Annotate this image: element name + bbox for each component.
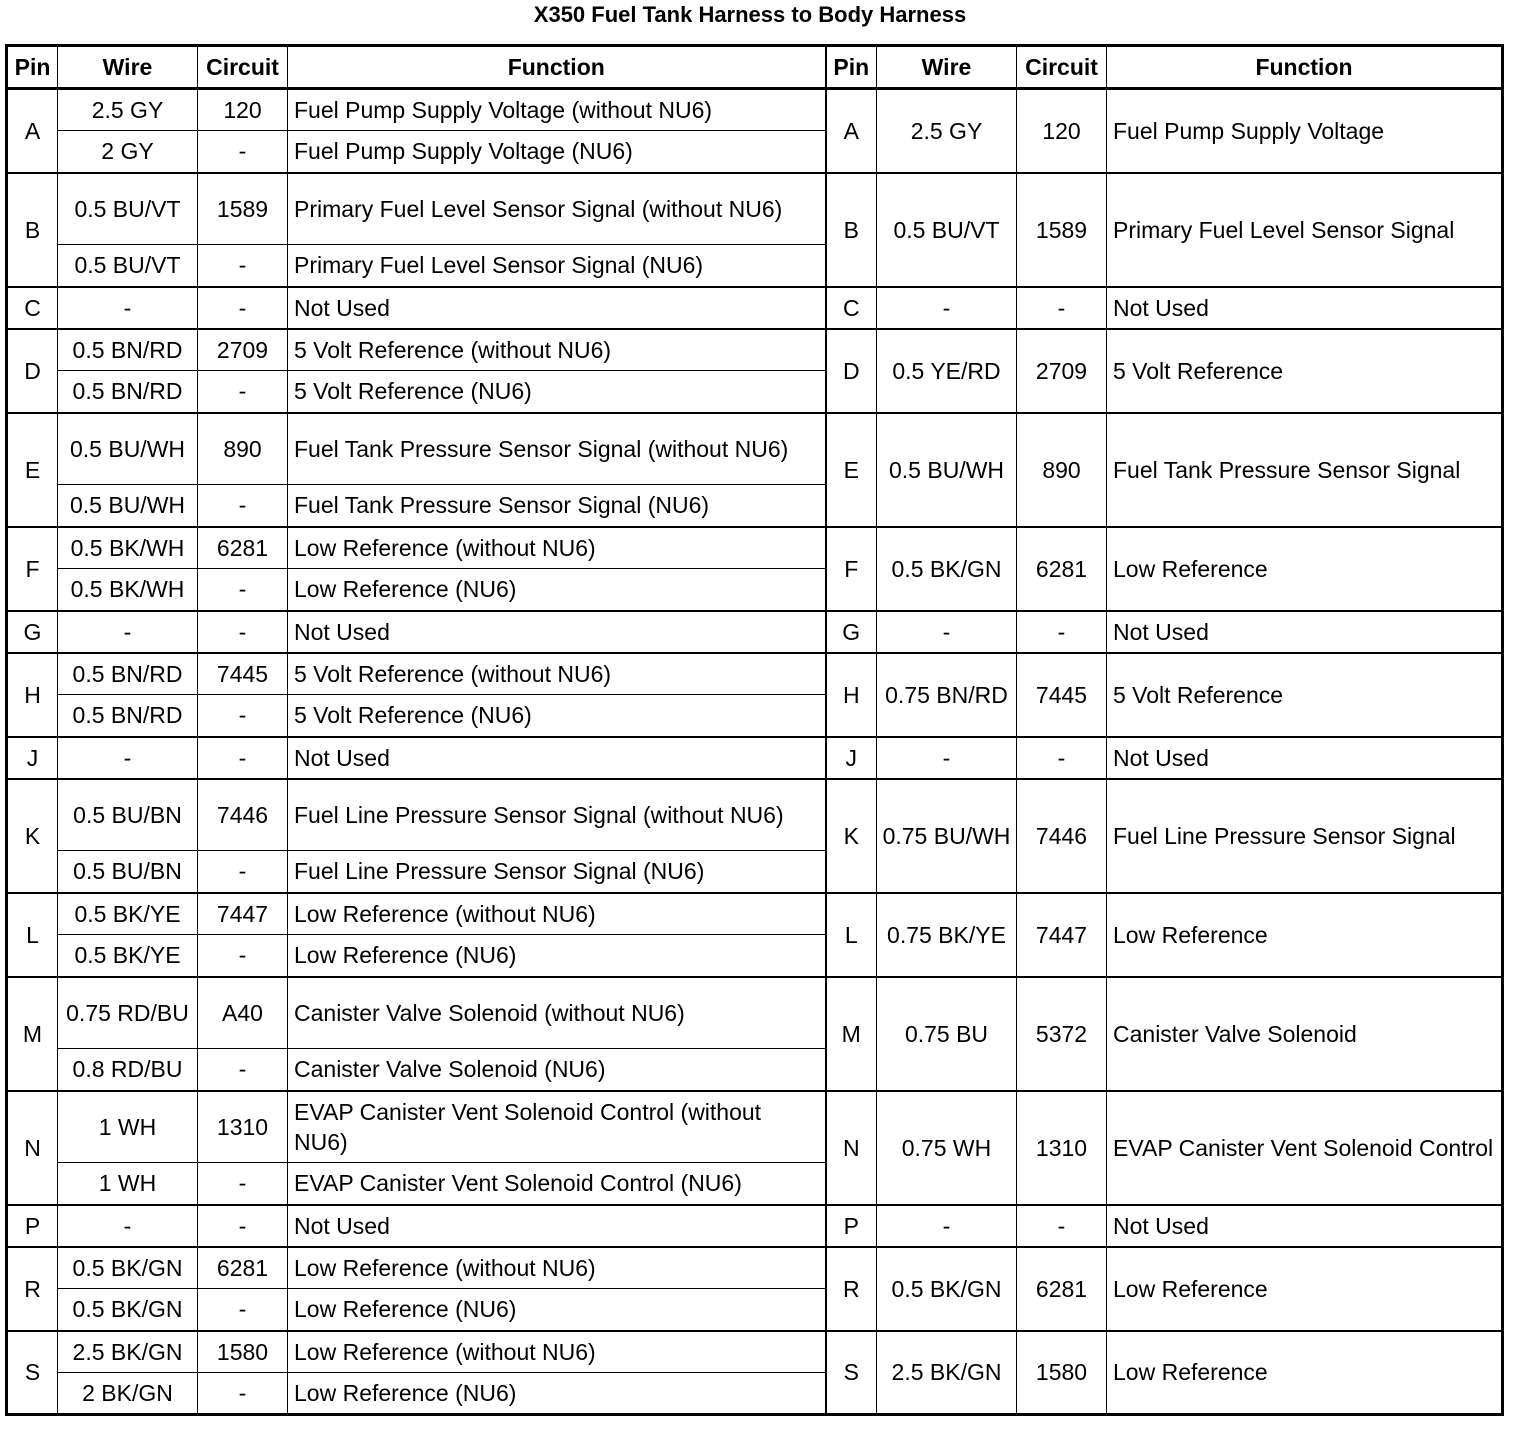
circuit-cell: - [1017,737,1107,779]
function-cell: Fuel Pump Supply Voltage (NU6) [288,131,826,173]
wire-cell: 0.5 BN/RD [58,695,198,737]
pin-cell: N [826,1091,877,1205]
circuit-cell: 7445 [198,653,288,695]
header-circuit-right: Circuit [1017,46,1107,89]
pin-cell: C [7,287,58,329]
pin-cell: R [826,1247,877,1331]
function-cell: Not Used [288,737,826,779]
pin-cell: B [7,173,58,287]
function-cell: Fuel Pump Supply Voltage [1107,89,1503,173]
wire-cell: 0.75 BU/WH [877,779,1017,893]
circuit-cell: 7445 [1017,653,1107,737]
function-cell: EVAP Canister Vent Solenoid Control (without NU6) [288,1091,826,1163]
function-cell: Not Used [1107,611,1503,653]
circuit-cell: - [198,1163,288,1205]
circuit-cell: 7447 [198,893,288,935]
pin-cell: F [7,527,58,611]
circuit-cell: - [198,1373,288,1415]
pin-cell: J [826,737,877,779]
header-pin-left: Pin [7,46,58,89]
wire-cell: 0.5 BN/RD [58,371,198,413]
wire-cell: 0.5 BU/WH [58,413,198,485]
wire-cell: - [58,1205,198,1247]
wire-cell: 0.5 BU/VT [58,245,198,287]
pin-cell: B [826,173,877,287]
header-wire-right: Wire [877,46,1017,89]
circuit-cell: 1310 [1017,1091,1107,1205]
wire-cell: 2.5 GY [877,89,1017,173]
circuit-cell: 6281 [1017,527,1107,611]
table-row [7,329,1503,371]
circuit-cell: - [198,611,288,653]
circuit-cell: - [198,935,288,977]
circuit-cell: 5372 [1017,977,1107,1091]
wire-cell: 0.5 BK/WH [58,527,198,569]
circuit-cell: - [198,245,288,287]
pin-cell: M [7,977,58,1091]
pin-cell: H [7,653,58,737]
function-cell: Canister Valve Solenoid [1107,977,1503,1091]
wire-cell: 1 WH [58,1091,198,1163]
function-cell: Primary Fuel Level Sensor Signal [1107,173,1503,287]
pin-cell: K [7,779,58,893]
function-cell: Fuel Line Pressure Sensor Signal [1107,779,1503,893]
wire-cell: 0.75 WH [877,1091,1017,1205]
function-cell: EVAP Canister Vent Solenoid Control [1107,1091,1503,1205]
wire-cell: 0.5 BU/VT [877,173,1017,287]
function-cell: Fuel Line Pressure Sensor Signal (NU6) [288,851,826,893]
pin-cell: M [826,977,877,1091]
circuit-cell: 120 [1017,89,1107,173]
table-row [7,1331,1503,1373]
function-cell: Fuel Line Pressure Sensor Signal (without NU6) [288,779,826,851]
wire-cell: 0.8 RD/BU [58,1049,198,1091]
table-row [7,1247,1503,1289]
wire-cell: 0.5 BK/YE [58,893,198,935]
wire-cell: 0.5 BK/GN [877,1247,1017,1331]
circuit-cell: 6281 [1017,1247,1107,1331]
circuit-cell: - [198,569,288,611]
pin-cell: G [7,611,58,653]
wire-cell: 0.5 BU/WH [58,485,198,527]
function-cell: Not Used [288,287,826,329]
wire-cell: 0.5 BK/GN [58,1289,198,1331]
table-row [7,413,1503,485]
circuit-cell: - [198,287,288,329]
wire-cell: 0.5 BU/WH [877,413,1017,527]
wire-cell: 0.75 BU [877,977,1017,1091]
table-row [7,89,1503,131]
header-circuit-left: Circuit [198,46,288,89]
pin-cell: H [826,653,877,737]
pin-cell: A [7,89,58,173]
pin-cell: L [826,893,877,977]
wire-cell: 0.5 BU/BN [58,779,198,851]
circuit-cell: 6281 [198,1247,288,1289]
wire-cell: - [58,737,198,779]
pin-cell: S [826,1331,877,1415]
wire-cell: - [58,611,198,653]
wire-cell: - [877,611,1017,653]
function-cell: 5 Volt Reference (without NU6) [288,329,826,371]
wire-cell: 0.5 BK/GN [58,1247,198,1289]
circuit-cell: - [198,1289,288,1331]
circuit-cell: - [198,695,288,737]
pin-cell: L [7,893,58,977]
circuit-cell: 1580 [1017,1331,1107,1415]
table-row [7,653,1503,695]
circuit-cell: 120 [198,89,288,131]
table-row [7,173,1503,245]
wire-cell: 0.5 BK/GN [877,527,1017,611]
circuit-cell: - [198,485,288,527]
function-cell: Canister Valve Solenoid (NU6) [288,1049,826,1091]
circuit-cell: 2709 [1017,329,1107,413]
function-cell: Not Used [1107,287,1503,329]
circuit-cell: 1589 [1017,173,1107,287]
circuit-cell: - [198,851,288,893]
circuit-cell: - [198,1205,288,1247]
pin-cell: E [826,413,877,527]
wire-cell: - [877,287,1017,329]
table-row [7,779,1503,851]
circuit-cell: - [198,131,288,173]
function-cell: 5 Volt Reference (NU6) [288,695,826,737]
header-function-right: Function [1107,46,1503,89]
function-cell: Not Used [1107,737,1503,779]
pin-cell: D [7,329,58,413]
circuit-cell: - [1017,287,1107,329]
function-cell: Not Used [288,1205,826,1247]
circuit-cell: - [198,737,288,779]
table-row [7,611,1503,653]
function-cell: Low Reference (NU6) [288,1373,826,1415]
circuit-cell: 1580 [198,1331,288,1373]
pin-cell: A [826,89,877,173]
function-cell: Not Used [288,611,826,653]
wire-cell: 0.75 BK/YE [877,893,1017,977]
wire-cell: 1 WH [58,1163,198,1205]
document-title: X350 Fuel Tank Harness to Body Harness [533,2,967,27]
table-row [7,287,1503,329]
pin-cell: P [826,1205,877,1247]
wire-cell: 0.5 BU/BN [58,851,198,893]
circuit-cell: - [198,1049,288,1091]
harness-table [5,44,1504,1416]
table-body [7,89,1503,1415]
header-function-left: Function [288,46,826,89]
function-cell: Canister Valve Solenoid (without NU6) [288,977,826,1049]
function-cell: Low Reference (without NU6) [288,1331,826,1373]
table-row [7,977,1503,1049]
circuit-cell: 1589 [198,173,288,245]
wire-cell: 0.5 BK/YE [58,935,198,977]
table-row [7,893,1503,935]
function-cell: Low Reference [1107,1331,1503,1415]
wire-cell: 2.5 BK/GN [58,1331,198,1373]
function-cell: EVAP Canister Vent Solenoid Control (NU6) [288,1163,826,1205]
circuit-cell: - [198,371,288,413]
function-cell: Primary Fuel Level Sensor Signal (without NU6) [288,173,826,245]
function-cell: Low Reference [1107,893,1503,977]
function-cell: Low Reference (without NU6) [288,1247,826,1289]
function-cell: Fuel Tank Pressure Sensor Signal [1107,413,1503,527]
pin-cell: K [826,779,877,893]
wire-cell: 0.5 BK/WH [58,569,198,611]
circuit-cell: - [1017,611,1107,653]
pin-cell: F [826,527,877,611]
function-cell: Low Reference [1107,527,1503,611]
pin-cell: C [826,287,877,329]
wire-cell: 0.5 BN/RD [58,329,198,371]
function-cell: Primary Fuel Level Sensor Signal (NU6) [288,245,826,287]
wire-cell: 0.5 BN/RD [58,653,198,695]
circuit-cell: 7446 [198,779,288,851]
pin-cell: P [7,1205,58,1247]
table-row [7,737,1503,779]
header-pin-right: Pin [826,46,877,89]
wire-cell: 2 GY [58,131,198,173]
function-cell: Low Reference (without NU6) [288,527,826,569]
table-row [7,527,1503,569]
wire-cell: 2 BK/GN [58,1373,198,1415]
wire-cell: 0.5 YE/RD [877,329,1017,413]
wire-cell: - [877,737,1017,779]
circuit-cell: 6281 [198,527,288,569]
function-cell: 5 Volt Reference [1107,329,1503,413]
function-cell: 5 Volt Reference [1107,653,1503,737]
function-cell: 5 Volt Reference (NU6) [288,371,826,413]
function-cell: Low Reference (without NU6) [288,893,826,935]
wire-cell: - [58,287,198,329]
pin-cell: G [826,611,877,653]
wire-cell: 0.75 BN/RD [877,653,1017,737]
function-cell: Low Reference (NU6) [288,1289,826,1331]
function-cell: Low Reference [1107,1247,1503,1331]
pin-cell: D [826,329,877,413]
circuit-cell: - [1017,1205,1107,1247]
function-cell: Fuel Tank Pressure Sensor Signal (NU6) [288,485,826,527]
wire-cell: 2.5 GY [58,89,198,131]
table-row [7,1205,1503,1247]
circuit-cell: 890 [198,413,288,485]
wire-cell: 2.5 BK/GN [877,1331,1017,1415]
function-cell: Not Used [1107,1205,1503,1247]
pin-cell: E [7,413,58,527]
circuit-cell: 890 [1017,413,1107,527]
circuit-cell: 7447 [1017,893,1107,977]
wire-cell: - [877,1205,1017,1247]
table-row [7,1091,1503,1163]
pin-cell: N [7,1091,58,1205]
wire-cell: 0.75 RD/BU [58,977,198,1049]
pin-cell: S [7,1331,58,1415]
pin-cell: J [7,737,58,779]
circuit-cell: 2709 [198,329,288,371]
pin-cell: R [7,1247,58,1331]
function-cell: Fuel Tank Pressure Sensor Signal (without NU6) [288,413,826,485]
header-row [7,46,1503,89]
function-cell: Low Reference (NU6) [288,935,826,977]
function-cell: Low Reference (NU6) [288,569,826,611]
wire-cell: 0.5 BU/VT [58,173,198,245]
circuit-cell: 7446 [1017,779,1107,893]
function-cell: Fuel Pump Supply Voltage (without NU6) [288,89,826,131]
circuit-cell: 1310 [198,1091,288,1163]
circuit-cell: A40 [198,977,288,1049]
header-wire-left: Wire [58,46,198,89]
function-cell: 5 Volt Reference (without NU6) [288,653,826,695]
